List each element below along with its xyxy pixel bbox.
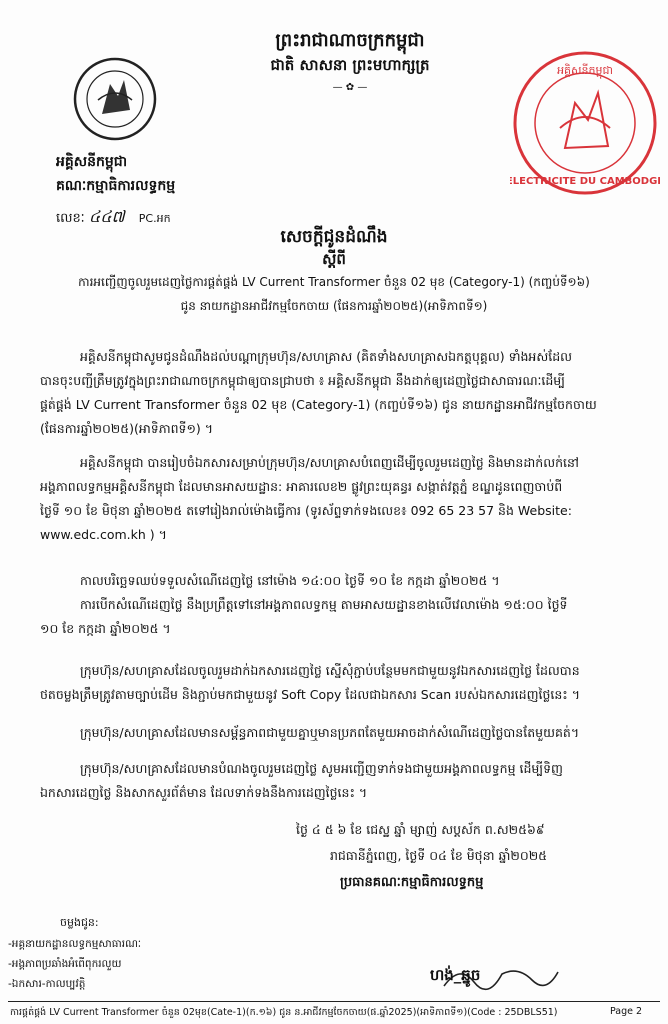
motto-ornament: — ✿ —: [332, 82, 368, 93]
solar-date: រាជធានីភ្នំពេញ, ថ្ងៃទី ០៤ ខែ មិថុនា ឆ្នាំ២០២៥: [330, 848, 548, 863]
subject-line-1: ការអញ្ជើញចូលរួមដេញថ្លៃការផ្គត់ផ្គង់ LV Current Transformer ចំនួន 02 មុខ (Category-1) (កញ្ចប់ទី១៦): [78, 275, 590, 289]
paragraph-2-line: ថ្ងៃទី ១០ ខែ មិថុនា ឆ្នាំ២០២៥ តទៅរៀងរាល់ម៉ោងធ្វើការ (ទូរស័ព្ទទាក់ទងលេខ៖ 092 65 23 57 និង Website:: [40, 503, 572, 518]
page-number: Page 2: [610, 1006, 643, 1017]
paragraph-5-line: ក្រុមហ៊ុន/សហគ្រាសដែលចូលរួមដាក់ឯកសារដេញថ្លៃ ស្នើសុំភ្ជាប់បន្ថែមមកជាមួយនូវឯកសារដេញថ្លៃ ដែលបាន: [80, 663, 580, 678]
signer-name: ហង់_ឆ្នូច: [430, 966, 481, 984]
stamp-bottom-text: ELECTRICITE DU CAMBODGE: [510, 176, 660, 187]
cc-heading: ចម្លងជូន:: [60, 916, 99, 929]
edc-logo: [72, 56, 158, 142]
org-name: អគ្គិសនីកម្ពុជា: [56, 154, 128, 170]
reference-number: ៤៤៧: [88, 207, 125, 226]
opening-line: ១០ ខែ កក្កដា ឆ្នាំ២០២៥ ។: [40, 621, 171, 636]
kingdom-heading: ព្រះរាជាណាចក្រកម្ពុជា: [275, 30, 425, 51]
motto: ជាតិ សាសនា ព្រះមហាក្សត្រ: [270, 56, 430, 74]
notice-title: សេចក្តីជូនដំណឹង: [280, 227, 388, 247]
notice-subtitle: ស្តីពី: [322, 250, 346, 268]
cc-item: -អគ្គនាយកដ្ឋានលទ្ធកម្មសាធារណៈ: [8, 938, 142, 950]
website-line: www.edc.com.kh ) ។: [40, 527, 167, 542]
committee-name: គណៈកម្មាធិការលទ្ធកម្ម: [56, 178, 176, 194]
footer-divider: [8, 1001, 660, 1002]
paragraph-1-line: អគ្គិសនីកម្ពុជាសូមជូនដំណឹងដល់បណ្តាក្រុមហ៊ុន/សហគ្រាស (គិតទាំងសហគ្រាសឯកត្តបុគ្គល) ទាំងអស់ដែល: [80, 349, 573, 364]
reference-label: លេខៈ: [56, 211, 85, 226]
subject-line-2: ជូន នាយកដ្ឋានអាជីវកម្មចែកចាយ (ផែនការឆ្នាំ២០២៥)(អាទិភាពទី១): [180, 299, 488, 313]
lunar-date: ថ្ងៃ ៤ ៥ ៦ ខែ ជេស្ឋ ឆ្នាំ ម្សាញ់ សប្តស័ក ព.ស២៥៦៩: [296, 822, 545, 837]
opening-line: ការបើកសំណើដេញថ្លៃ នឹងប្រព្រឹត្តទៅនៅអង្គភាពលទ្ធកម្ម តាមអាសយដ្ឋានខាងលើវេលាម៉ោង ១៥:០០ ថ្ងៃទី: [80, 597, 568, 612]
paragraph-7-line: ក្រុមហ៊ុន/សហគ្រាសដែលមានបំណងចូលរួមដេញថ្លៃ សូមអញ្ជើញទាក់ទងជាមួយអង្គភាពលទ្ធកម្ម ដើម្បីទិញ: [80, 761, 563, 776]
signer-title: ប្រធានគណៈកម្មាធិការលទ្ធកម្ម: [340, 875, 484, 890]
official-red-stamp: [510, 48, 660, 198]
paragraph-7-line: ឯកសារដេញថ្លៃ និងសាកសួរព័ត៌មាន ដែលទាក់ទងនឹងការដេញថ្លៃនេះ ។: [40, 785, 368, 800]
cc-item: -អង្គភាពប្រឆាំងអំពើពុករលួយ: [8, 958, 122, 970]
reference-suffix: PC.អក: [138, 212, 171, 225]
paragraph-1-line: (ផែនការឆ្នាំ២០២៥)(អាទិភាពទី១) ។: [40, 421, 214, 436]
paragraph-6-line: ក្រុមហ៊ុន/សហគ្រាសដែលមានសម្ព័ន្ធភាពជាមួយគ្នាឬមានប្រភពតែមួយអាចដាក់សំណើដេញថ្លៃបានតែមួយគត់។: [80, 725, 580, 740]
paragraph-1-line: ផ្គត់ផ្គង់ LV Current Transformer ចំនួន 02 មុខ (Category-1) (កញ្ចប់ទី១៦) ជូន នាយកដ្ឋានអាជីវកម្មចែកចាយ: [40, 397, 597, 412]
paragraph-5-line: ថតចម្លងត្រឹមត្រូវតាមច្បាប់ដើម និងភ្ជាប់មកជាមួយនូវ Soft Copy ដែលជាឯកសារ Scan របស់ឯកសារដេញថ្លៃនេះ ។: [40, 687, 580, 702]
deadline-line: កាលបរិច្ឆេទឈប់ទទួលសំណើដេញថ្លៃ នៅម៉ោង ១៤:០០ ថ្ងៃទី ១០ ខែ កក្កដា ឆ្នាំ២០២៥ ។: [80, 573, 500, 588]
paragraph-1-line: បានចុះបញ្ជីត្រឹមត្រូវក្នុងព្រះរាជាណាចក្រកម្ពុជាឲ្យបានជ្រាបថា ៖ អគ្គិសនីកម្ពុជា នឹងដាក់ឲ្យដេញថ្លៃជាសាធារណៈដើម្បី: [40, 373, 565, 388]
footer-text: ការផ្គត់ផ្គង់ LV Current Transformer ចំនួន 02មុខ(Cate-1)(ក.១៦) ជូន ន.អាជីវកម្មចែកចាយ(ផ.ឆ្នាំ2025)(អាទិភាពទី១)(Code : 25DBLS51): [10, 1007, 558, 1018]
paragraph-2-line: អង្គភាពលទ្ធកម្មអគ្គិសនីកម្ពុជា ដែលមានអាសយដ្ឋាន: អាគារលេខ២ ផ្លូវព្រះយុគន្ធរ សង្កាត់វត្តភ្នំ ខណ្ឌដូនពេញចាប់ពី: [40, 479, 563, 494]
cc-item: -ឯកសារ-កាលប្បវត្តិ: [8, 978, 86, 990]
stamp-top-text: អគ្គិសនីកម្ពុជា: [557, 64, 613, 77]
paragraph-2-line: អគ្គិសនីកម្ពុជា បានរៀបចំឯកសារសម្រាប់ក្រុមហ៊ុន/សហគ្រាសបំពេញដើម្បីចូលរួមដេញថ្លៃ និងមានដាក់លក់នៅ: [80, 455, 579, 470]
